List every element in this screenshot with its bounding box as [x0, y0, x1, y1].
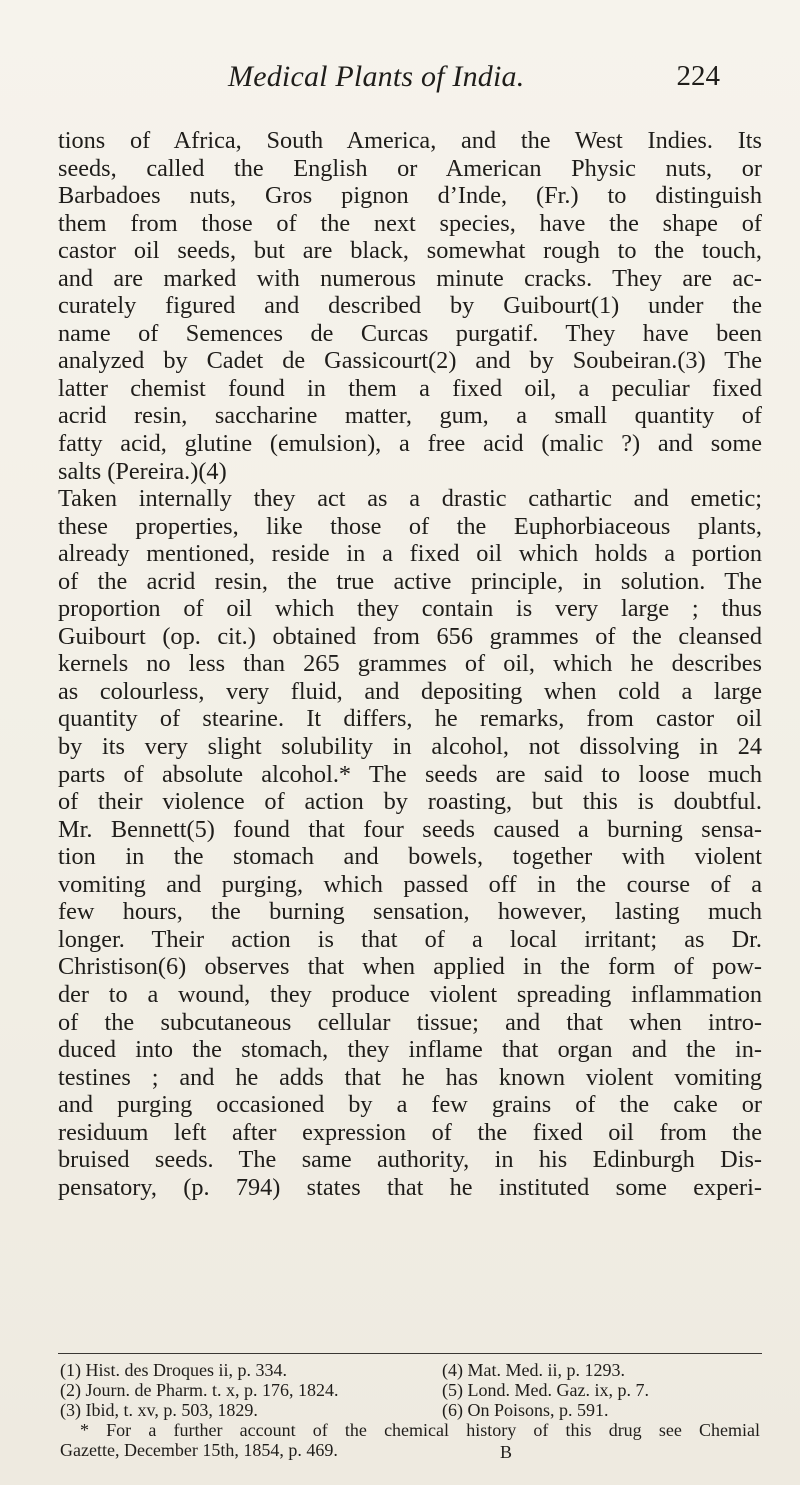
footnote-row	[60, 1360, 760, 1380]
text-line: seeds, called the English or American Physic nuts, or	[58, 154, 762, 182]
text-line: Taken internally they act as a drastic cathartic and emetic;	[58, 485, 762, 513]
text-line: analyzed by Cadet de Gassicourt(2) and by Soubeiran.(3) The	[58, 347, 762, 375]
running-title: Medical Plants of India.	[228, 60, 525, 93]
text-line: of their violence of action by roasting, but this is doubtful.	[58, 788, 762, 816]
text-line: of the subcutaneous cellular tissue; and that when intro-	[58, 1008, 762, 1036]
footnote-5: (5) Lond. Med. Gaz. ix, p. 7.	[442, 1380, 649, 1400]
footnote-row	[60, 1400, 760, 1420]
text-line: name of Semences de Curcas purgatif. They have been	[58, 319, 762, 347]
text-line: these properties, like those of the Euphorbiaceous plants,	[58, 512, 762, 540]
text-line: and are marked with numerous minute cracks. They are ac-	[58, 264, 762, 292]
text-line: vomiting and purging, which passed off in the course of a	[58, 870, 762, 898]
text-line: salts (Pereira.)(4)	[58, 457, 227, 485]
star-footnote-line: * For a further account of the chemical history of this drug see Chemial	[80, 1420, 760, 1440]
star-footnote-line: Gazette, December 15th, 1854, p. 469.	[60, 1440, 338, 1460]
signature-mark: B	[500, 1442, 513, 1462]
text-line: acrid resin, saccharine matter, gum, a small quantity of	[58, 402, 762, 430]
text-line: tion in the stomach and bowels, together with violent	[58, 843, 762, 871]
text-line: already mentioned, reside in a fixed oil which holds a portion	[58, 540, 762, 568]
text-line: curately figured and described by Guibourt(1) under the	[58, 292, 762, 320]
text-line: few hours, the burning sensation, however, lasting much	[58, 898, 762, 926]
text-line: kernels no less than 265 grammes of oil, which he describes	[58, 650, 762, 678]
footnote-row	[60, 1380, 760, 1400]
text-line: Barbadoes nuts, Gros pignon d’Inde, (Fr.) to distinguish	[58, 182, 762, 210]
footnote-2: (2) Journ. de Pharm. t. x, p. 176, 1824.	[60, 1380, 339, 1400]
text-line: longer. Their action is that of a local irritant; as Dr.	[58, 925, 762, 953]
text-line: residuum left after expression of the fixed oil from the	[58, 1118, 762, 1146]
text-line: der to a wound, they produce violent spreading inflammation	[58, 980, 762, 1008]
text-line: Guibourt (op. cit.) obtained from 656 grammes of the cleansed	[58, 622, 762, 650]
running-head	[0, 60, 800, 100]
text-line: tions of Africa, South America, and the West Indies. Its	[58, 127, 762, 154]
text-line: pensatory, (p. 794) states that he instituted some experi-	[58, 1173, 762, 1201]
page-number: 224	[676, 60, 720, 92]
text-line: of the acrid resin, the true active principle, in solution. The	[58, 567, 762, 595]
footnote-1: (1) Hist. des Droques ii, p. 334.	[60, 1360, 287, 1380]
text-line: Mr. Bennett(5) found that four seeds caused a burning sensa-	[58, 815, 762, 843]
text-line: and purging occasioned by a few grains of the cake or	[58, 1091, 762, 1119]
text-line: duced into the stomach, they inflame that organ and the in-	[58, 1036, 762, 1064]
footnote-6: (6) On Poisons, p. 591.	[442, 1400, 609, 1420]
text-line: proportion of oil which they contain is very large ; thus	[58, 595, 762, 623]
footnote-4: (4) Mat. Med. ii, p. 1293.	[442, 1360, 625, 1380]
body-text	[58, 127, 762, 1201]
text-line: bruised seeds. The same authority, in his Edinburgh Dis-	[58, 1146, 762, 1174]
text-line: parts of absolute alcohol.* The seeds are said to loose much	[58, 760, 762, 788]
text-line: as colourless, very fluid, and depositing when cold a large	[58, 677, 762, 705]
text-line: Christison(6) observes that when applied in the form of pow-	[58, 953, 762, 981]
text-line: testines ; and he adds that he has known violent vomiting	[58, 1063, 762, 1091]
text-line: castor oil seeds, but are black, somewhat rough to the touch,	[58, 237, 762, 265]
text-line: quantity of stearine. It differs, he remarks, from castor oil	[58, 705, 762, 733]
text-line: by its very slight solubility in alcohol, not dissolving in 24	[58, 733, 762, 761]
footnote-3: (3) Ibid, t. xv, p. 503, 1829.	[60, 1400, 258, 1420]
text-line: fatty acid, glutine (emulsion), a free acid (malic ?) and some	[58, 430, 762, 458]
text-line: them from those of the next species, have the shape of	[58, 209, 762, 237]
footnotes	[60, 1360, 760, 1460]
footnote-rule	[58, 1353, 762, 1354]
text-line: latter chemist found in them a fixed oil, a peculiar fixed	[58, 374, 762, 402]
